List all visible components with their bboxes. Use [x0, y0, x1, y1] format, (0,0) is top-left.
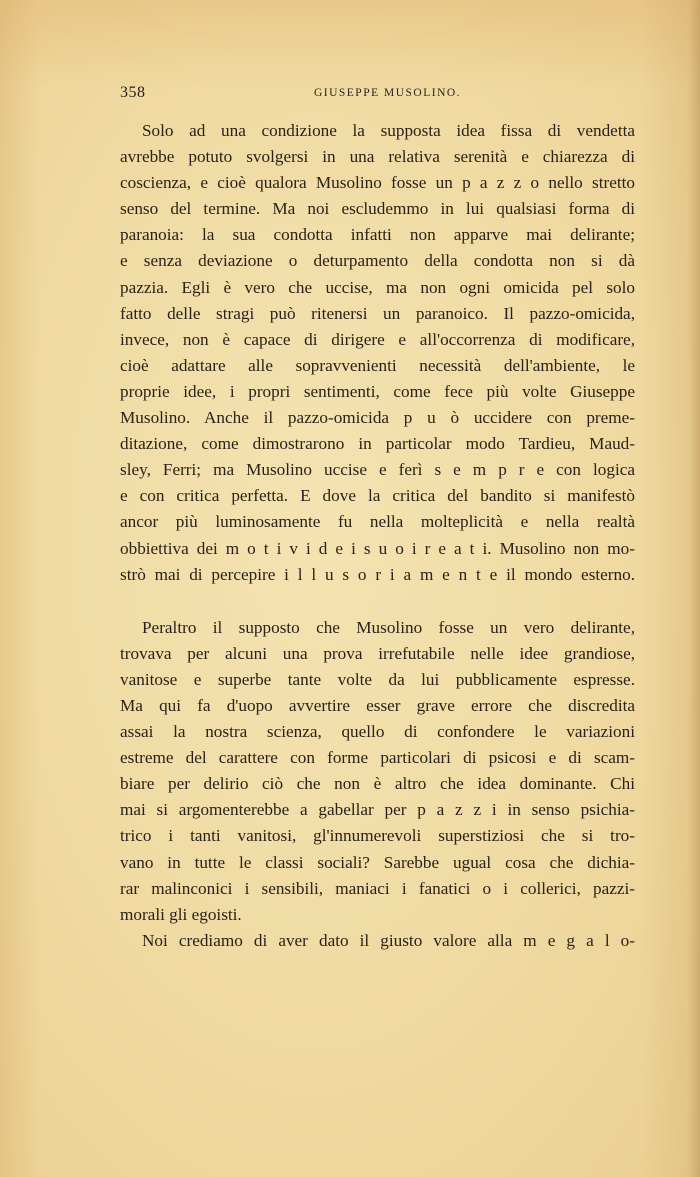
text-line: Noi crediamo di aver dato il giusto valore alla m e g a l o- — [142, 930, 635, 950]
text-line: biare per delirio ciò che non è altro che idea dominante. Chi — [120, 774, 635, 794]
text-line: fatto delle stragi può ritenersi un paranoico. Il pazzo-omicida, — [120, 303, 635, 323]
text-line: obbiettiva dei m o t i v i d e i s u o i r e a t i. Musolino non mo- — [120, 538, 635, 558]
text-line: e senza deviazione o deturpamento della condotta non si dà — [120, 251, 635, 271]
paragraph-gap — [120, 588, 635, 615]
text-line: Solo ad una condizione la supposta idea fissa di vendetta — [142, 121, 635, 140]
body-text — [120, 118, 635, 954]
text-line: Peraltro il supposto che Musolino fosse un vero delirante, — [142, 617, 635, 637]
page-number: 358 — [120, 84, 146, 101]
text-line: invece, non è capace di dirigere e all'occorrenza di modificare, — [120, 329, 635, 349]
text-line: Ma qui fa d'uopo avvertire esser grave errore che discredita — [120, 695, 635, 715]
text-line: trovava per alcuni una prova irrefutabile nelle idee grandiose, — [120, 643, 635, 663]
text-line: cioè adattare alle sopravvenienti necessità dell'ambiente, le — [120, 355, 635, 375]
text-line: rar malinconici i sensibili, maniaci i fanatici o i collerici, pazzi- — [120, 878, 635, 898]
text-line: coscienza, e cioè qualora Musolino fosse un p a z z o nello stretto — [120, 173, 635, 193]
paragraph-3 — [120, 928, 635, 954]
text-line: ancor più luminosamente fu nella molteplicità e nella realtà — [120, 512, 635, 532]
text-line: proprie idee, i propri sentimenti, come fece più volte Giuseppe — [120, 381, 635, 401]
text-line: pazzia. Egli è vero che uccise, ma non ogni omicida pel solo — [120, 277, 635, 297]
text-line: mai si argomenterebbe a gabellar per p a z z i in senso psichia- — [120, 800, 635, 820]
text-line: estreme del carattere con forme particolari di psicosi e di scam- — [120, 748, 635, 768]
text-line: avrebbe potuto svolgersi in una relativa serenità e chiarezza di — [120, 147, 635, 167]
text-line: ditazione, come dimostrarono in particolar modo Tardieu, Maud- — [120, 434, 635, 454]
text-line: vanitose e superbe tante volte da lui pubblicamente espresse. — [120, 669, 635, 689]
text-line: morali gli egoisti. — [120, 904, 242, 924]
text-line: e con critica perfetta. E dove la critica del bandito si manifestò — [120, 486, 635, 506]
text-line: senso del termine. Ma noi escludemmo in lui qualsiasi forma di — [120, 199, 635, 219]
text-line: sley, Ferri; ma Musolino uccise e ferì s e m p r e con logica — [120, 460, 635, 480]
page-header — [120, 84, 655, 108]
text-line: paranoia: la sua condotta infatti non apparve mai delirante; — [120, 225, 635, 245]
text-line: trico i tanti vanitosi, gl'innumerevoli superstiziosi che si tro- — [120, 826, 635, 846]
text-line: assai la nostra scienza, quello di confondere le variazioni — [120, 722, 635, 742]
running-head: GIUSEPPE MUSOLINO. — [313, 87, 462, 99]
text-line: Musolino. Anche il pazzo-omicida p u ò uccidere con preme- — [120, 408, 635, 428]
paragraph-2 — [120, 615, 635, 928]
paragraph-1 — [120, 118, 635, 588]
text-line: vano in tutte le classi sociali? Sarebbe ugual cosa che dichia- — [120, 852, 635, 872]
text-line: strò mai di percepire i l l u s o r i a m e n t e il mondo esterno. — [120, 564, 635, 584]
